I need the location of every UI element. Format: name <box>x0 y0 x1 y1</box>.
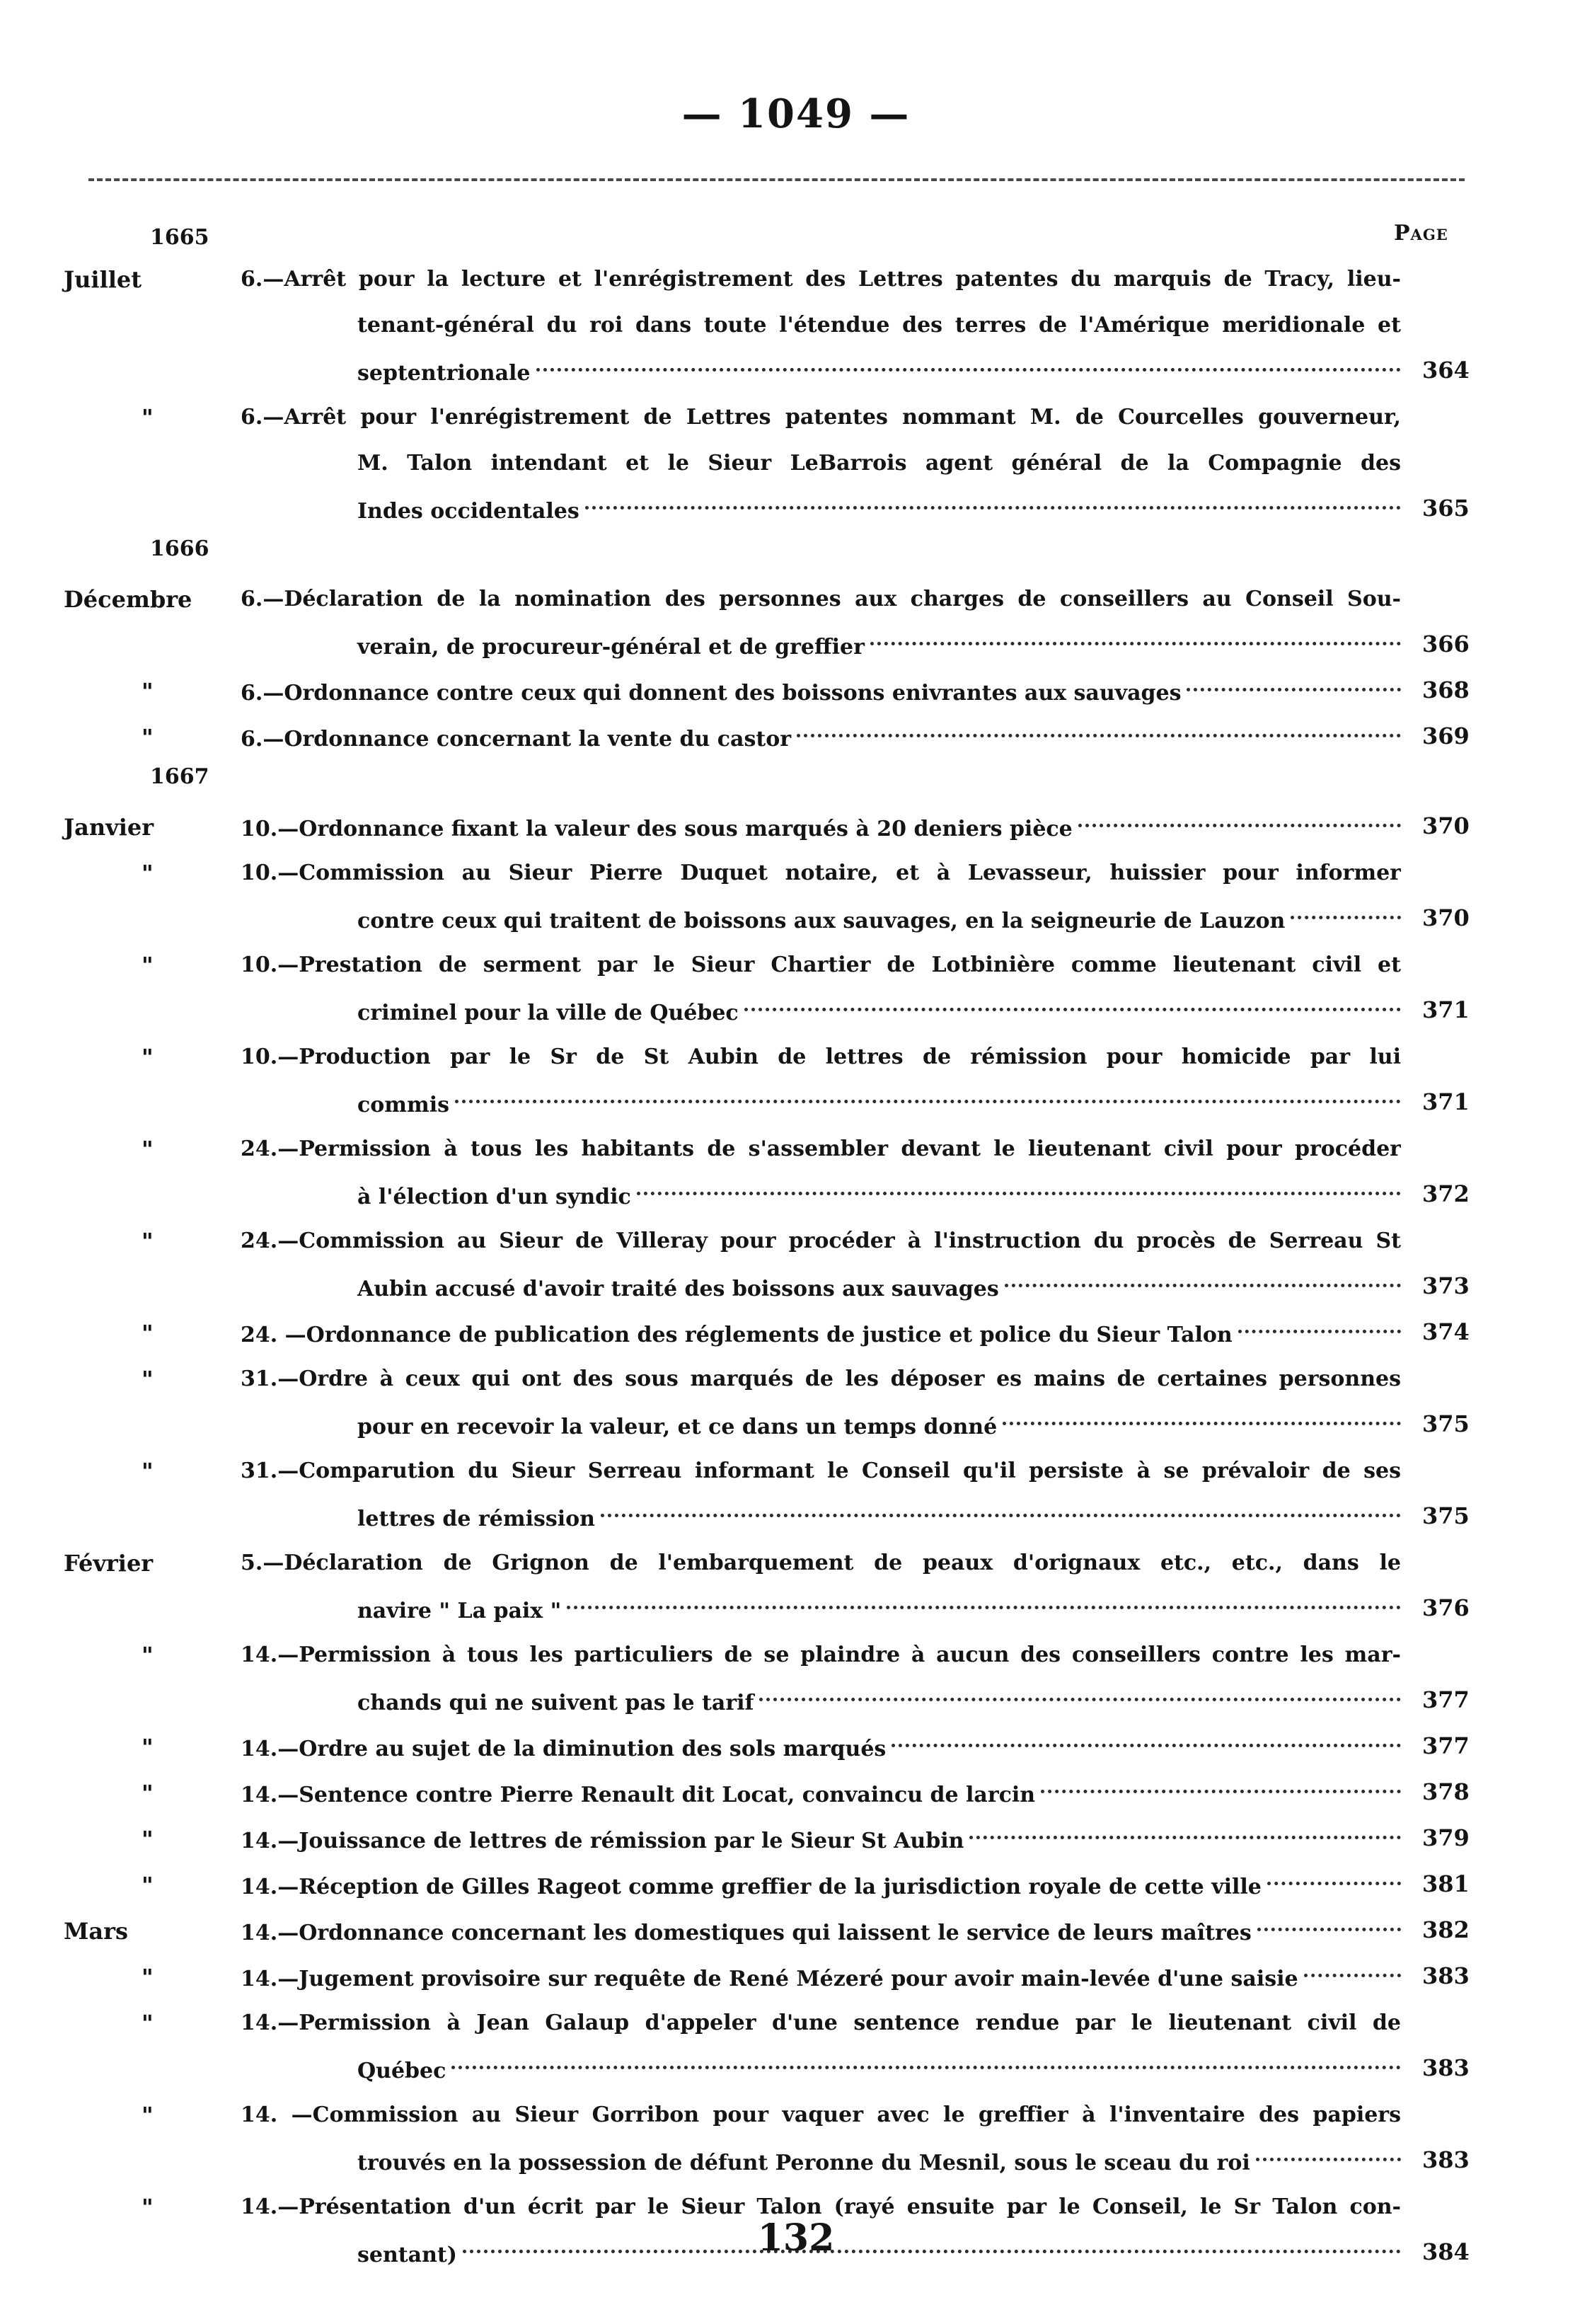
page-reference: 371 <box>1422 996 1470 1023</box>
dot-leader <box>1256 2138 1401 2161</box>
entry-text <box>241 2092 1401 2184</box>
entry-line-text: Production par le Sr de St Aubin de lettres de rémission pour homicide par lui <box>299 1045 1401 1069</box>
entry-text <box>241 1448 1401 1540</box>
entry-number: 31.— <box>241 1367 299 1391</box>
entry-text <box>241 1034 1401 1126</box>
entry-line-text: criminel pour la ville de Québec <box>357 1001 739 1025</box>
entry-line <box>241 1770 1401 1816</box>
entry-text <box>241 1770 1401 1816</box>
entry-line-text: tenant-général du roi dans toute l'étendue des terres de l'Amérique meridionale et <box>357 313 1401 338</box>
entry-text <box>241 1310 1401 1356</box>
dot-leader <box>1003 1402 1401 1425</box>
page-reference: 372 <box>1422 1180 1470 1207</box>
entry-number: 6.— <box>241 681 284 706</box>
index-entry <box>0 850 1592 942</box>
month-label: Mars <box>64 1918 129 1945</box>
page-reference: 377 <box>1422 1686 1470 1713</box>
entry-line <box>241 302 1401 348</box>
entry-line <box>241 1034 1401 1080</box>
entry-number: 6.— <box>241 267 284 292</box>
ditto-mark: " <box>142 1044 154 1071</box>
page-reference: 381 <box>1422 1870 1470 1897</box>
dot-leader <box>1267 1862 1401 1885</box>
entry-number: 10.— <box>241 861 299 885</box>
entry-line-text: Ordre au sujet de la diminution des sols marqués <box>299 1737 887 1761</box>
entry-line-text: navire " La paix " <box>357 1599 562 1623</box>
dot-leader <box>759 1678 1401 1701</box>
entry-line-text: lettres de rémission <box>357 1507 595 1531</box>
entry-text <box>241 714 1401 760</box>
index-entry <box>0 714 1592 760</box>
signature-mark: 132 <box>757 2216 835 2260</box>
entry-line-text: Prestation de serment par le Sieur Chartier de Lotbinière comme lieutenant civil et <box>299 953 1401 977</box>
index-entry <box>0 1310 1592 1356</box>
entry-line <box>241 2046 1401 2092</box>
page-number-header: — 1049 — <box>681 91 911 137</box>
entry-line <box>241 2138 1401 2184</box>
entry-text <box>241 1816 1401 1862</box>
entry-number: 10.— <box>241 1045 299 1069</box>
index-entry <box>0 1908 1592 1954</box>
entry-line-text: Jugement provisoire sur requête de René Mézeré pour avoir main-levée d'une saisie <box>299 1967 1298 1991</box>
ditto-mark: " <box>142 2010 154 2037</box>
entry-line-text: Arrêt pour l'enrégistrement de Lettres patentes nommant M. de Courcelles gouverneur, <box>284 405 1401 430</box>
page-reference: 374 <box>1422 1318 1470 1345</box>
entry-line-text: Permission à tous les particuliers de se plaindre à aucun des conseillers contre les mar- <box>299 1643 1401 1667</box>
entry-line <box>241 440 1401 486</box>
entry-text <box>241 2000 1401 2092</box>
entry-line-text: Réception de Gilles Rageot comme greffier de la jurisdiction royale de cette ville <box>299 1875 1262 1899</box>
entry-text <box>241 256 1401 394</box>
ditto-mark: " <box>142 860 154 887</box>
entry-number: 24.— <box>241 1137 299 1161</box>
dot-leader <box>455 1080 1401 1103</box>
entry-number: 14.— <box>241 1643 299 1667</box>
page-reference: 379 <box>1422 1824 1470 1851</box>
ditto-mark: " <box>142 1642 154 1669</box>
page-reference: 377 <box>1422 1732 1470 1759</box>
entry-line <box>241 942 1401 988</box>
ditto-mark: " <box>142 1366 154 1393</box>
entry-line-text: Ordonnance contre ceux qui donnent des boissons enivrantes aux sauvages <box>284 681 1182 706</box>
entry-text <box>241 1632 1401 1724</box>
entry-text <box>241 1862 1401 1908</box>
ditto-mark: " <box>142 1964 154 1991</box>
entry-line <box>241 1908 1401 1954</box>
entry-line-text: Arrêt pour la lecture et l'enrégistrement des Lettres patentes du marquis de Tracy, lieu- <box>284 267 1401 292</box>
entry-number: 14.— <box>241 2194 299 2219</box>
entry-line <box>241 850 1401 896</box>
entry-line-text: chands qui ne suivent pas le tarif <box>357 1691 754 1715</box>
dot-leader <box>870 622 1401 645</box>
ditto-mark: " <box>142 678 154 705</box>
ditto-mark: " <box>142 1826 154 1853</box>
index-entry <box>0 1632 1592 1724</box>
dot-leader <box>1005 1264 1401 1287</box>
entry-line-text: Sentence contre Pierre Renault dit Locat, convaincu de larcin <box>299 1783 1036 1807</box>
entry-number: 24.— <box>241 1229 299 1253</box>
entry-line <box>241 1724 1401 1770</box>
ditto-mark: " <box>142 2102 154 2129</box>
entry-line-text: Déclaration de la nomination des personnes aux charges de conseillers au Conseil Sou- <box>284 587 1401 611</box>
entry-line-text: Commission au Sieur Pierre Duquet notaire, et à Levasseur, huissier pour informer <box>299 861 1401 885</box>
index-entry <box>0 804 1592 850</box>
index-entry <box>0 1356 1592 1448</box>
entry-line <box>241 1494 1401 1540</box>
entry-text <box>241 668 1401 714</box>
dot-leader <box>969 1816 1401 1839</box>
entry-text <box>241 1908 1401 1954</box>
index-entry <box>0 1034 1592 1126</box>
entry-line <box>241 1586 1401 1632</box>
entry-line-text: Ordonnance concernant les domestiques qui laissent le service de leurs maîtres <box>299 1921 1252 1945</box>
entry-line <box>241 1678 1401 1724</box>
page-reference: 376 <box>1422 1594 1470 1621</box>
entry-line <box>241 1954 1401 2000</box>
entry-text <box>241 1954 1401 2000</box>
entry-line-text: Permission à Jean Galaup d'appeler d'une sentence rendue par le lieutenant civil de <box>299 2011 1401 2035</box>
entry-line-text: M. Talon intendant et le Sieur LeBarrois agent général de la Compagnie des <box>357 451 1401 476</box>
page-reference: 370 <box>1422 812 1470 839</box>
entry-line <box>241 896 1401 942</box>
ditto-mark: " <box>142 1136 154 1163</box>
entry-number: 14.— <box>241 1921 299 1945</box>
entry-number: 14.— <box>241 2011 299 2035</box>
entry-line <box>241 1540 1401 1586</box>
ditto-mark: " <box>142 1780 154 1807</box>
entry-number: 14.— <box>241 1783 299 1807</box>
page-reference: 382 <box>1422 1916 1470 1943</box>
entry-line <box>241 1862 1401 1908</box>
page-reference: 383 <box>1422 2146 1470 2173</box>
page-column-label: Page <box>1394 221 1448 246</box>
index-entry <box>0 2092 1592 2184</box>
page-reference: 375 <box>1422 1410 1470 1437</box>
entry-text <box>241 1126 1401 1218</box>
dot-leader <box>1041 1770 1401 1793</box>
index-entry <box>0 1540 1592 1632</box>
ditto-mark: " <box>142 404 154 431</box>
entry-line-text: Présentation d'un écrit par le Sieur Talon (rayé ensuite par le Conseil, le Sr Talon con- <box>299 2194 1401 2219</box>
index-entry <box>0 394 1592 532</box>
index-entry <box>0 576 1592 668</box>
page-reference: 373 <box>1422 1272 1470 1299</box>
entry-text <box>241 1218 1401 1310</box>
entry-number: 6.— <box>241 405 284 430</box>
ditto-mark: " <box>142 1872 154 1899</box>
index-entry <box>0 1770 1592 1816</box>
entry-text <box>241 394 1401 532</box>
entry-line <box>241 2092 1401 2138</box>
header-rule <box>88 178 1465 181</box>
entry-line-text: septentrionale <box>357 361 531 386</box>
entry-line <box>241 576 1401 622</box>
dot-leader <box>797 714 1401 737</box>
year-label: 1665 <box>150 225 209 250</box>
page-reference: 364 <box>1422 357 1470 384</box>
entry-line <box>241 668 1401 714</box>
entry-text <box>241 850 1401 942</box>
dot-leader <box>1304 1954 1401 1977</box>
entry-number: 14. — <box>241 2102 313 2127</box>
entry-line-text: Québec <box>357 2059 446 2083</box>
entry-number: 10.— <box>241 953 299 977</box>
entry-line-text: verain, de procureur-général et de greffier <box>357 635 865 660</box>
entry-line-text: trouvés en la possession de défunt Peronne du Mesnil, sous le sceau du roi <box>357 2151 1250 2175</box>
entry-number: 31.— <box>241 1459 299 1483</box>
month-label: Février <box>64 1550 154 1577</box>
entry-line <box>241 1448 1401 1494</box>
page-reference: 370 <box>1422 904 1470 931</box>
entry-line-text: Ordonnance fixant la valeur des sous marqués à 20 deniers pièce <box>299 817 1073 841</box>
month-label: Janvier <box>64 814 154 841</box>
dot-leader <box>1238 1310 1401 1333</box>
entry-line <box>241 622 1401 668</box>
entry-line <box>241 1310 1401 1356</box>
entry-number: 10.— <box>241 817 299 841</box>
dot-leader <box>451 2046 1401 2069</box>
entry-number: 14.— <box>241 1829 299 1853</box>
entry-line-text: à l'élection d'un syndic <box>357 1185 631 1209</box>
entry-line-text: pour en recevoir la valeur, et ce dans un temps donné <box>357 1415 998 1439</box>
entry-line <box>241 1264 1401 1310</box>
entry-text <box>241 1540 1401 1632</box>
entry-line-text: Déclaration de Grignon de l'embarquement de peaux d'orignaux etc., etc., dans le <box>284 1551 1401 1575</box>
dot-leader <box>601 1494 1401 1517</box>
entry-number: 14.— <box>241 1875 299 1899</box>
index-entry <box>0 942 1592 1034</box>
month-label: Juillet <box>64 266 142 293</box>
dot-leader <box>892 1724 1401 1747</box>
entry-line <box>241 486 1401 532</box>
entry-line <box>241 804 1401 850</box>
dot-leader <box>744 988 1401 1011</box>
ditto-mark: " <box>142 952 154 979</box>
index-entry <box>0 1816 1592 1862</box>
entry-text <box>241 942 1401 1034</box>
entry-line <box>241 1356 1401 1402</box>
entry-line-text: Comparution du Sieur Serreau informant le Conseil qu'il persiste à se prévaloir de ses <box>299 1459 1401 1483</box>
entry-line <box>241 1402 1401 1448</box>
page-reference: 378 <box>1422 1778 1470 1805</box>
index-entry <box>0 1724 1592 1770</box>
page-reference: 371 <box>1422 1088 1470 1115</box>
entry-line-text: Aubin accusé d'avoir traité des boissons aux sauvages <box>357 1277 999 1301</box>
page-reference: 383 <box>1422 1962 1470 1989</box>
entry-text <box>241 1724 1401 1770</box>
entry-line <box>241 394 1401 440</box>
page-reference: 368 <box>1422 677 1470 703</box>
entry-line <box>241 2000 1401 2046</box>
entry-number: 14.— <box>241 1737 299 1761</box>
index-entry <box>0 668 1592 714</box>
page-reference: 365 <box>1422 495 1470 522</box>
entry-line <box>241 1218 1401 1264</box>
dot-leader <box>585 486 1401 510</box>
index-entry <box>0 1448 1592 1540</box>
dot-leader <box>637 1172 1401 1195</box>
index-entry <box>0 1954 1592 2000</box>
entry-line-text: Commission au Sieur Gorribon pour vaquer avec le greffier à l'inventaire des papiers <box>312 2102 1401 2127</box>
month-label: Décembre <box>64 586 192 613</box>
page-reference: 375 <box>1422 1502 1470 1529</box>
dot-leader <box>1291 896 1401 919</box>
entry-line-text: Ordonnance concernant la vente du castor <box>284 727 792 752</box>
page-reference: 383 <box>1422 2054 1470 2081</box>
entry-line <box>241 256 1401 302</box>
entry-line-text: Permission à tous les habitants de s'assembler devant le lieutenant civil pour procéder <box>299 1137 1401 1161</box>
entry-line <box>241 1172 1401 1218</box>
entry-line-text: Indes occidentales <box>357 499 579 524</box>
entry-line <box>241 1816 1401 1862</box>
entry-line-text: commis <box>357 1093 450 1117</box>
page-reference: 366 <box>1422 631 1470 657</box>
entry-line-text: sentant) <box>357 2243 457 2267</box>
year-label: 1666 <box>150 536 209 561</box>
ditto-mark: " <box>142 1458 154 1485</box>
entry-number: 14.— <box>241 1967 299 1991</box>
dot-leader <box>1257 1908 1401 1931</box>
ditto-mark: " <box>142 1734 154 1761</box>
entry-line-text: Jouissance de lettres de rémission par le Sieur St Aubin <box>299 1829 964 1853</box>
dot-leader <box>536 348 1401 372</box>
index-entry <box>0 256 1592 394</box>
entry-text <box>241 804 1401 850</box>
year-label: 1667 <box>150 764 209 789</box>
entry-number: 6.— <box>241 727 284 752</box>
entry-line-text: contre ceux qui traitent de boissons aux sauvages, en la seigneurie de Lauzon <box>357 909 1286 933</box>
entry-number: 6.— <box>241 587 284 611</box>
ditto-mark: " <box>142 1320 154 1347</box>
page-reference: 369 <box>1422 723 1470 749</box>
entry-line <box>241 1080 1401 1126</box>
dot-leader <box>1078 804 1401 827</box>
entry-line <box>241 1632 1401 1678</box>
entry-number: 24. — <box>241 1323 306 1347</box>
entry-line <box>241 1126 1401 1172</box>
page-reference: 384 <box>1422 2238 1470 2265</box>
entry-text <box>241 1356 1401 1448</box>
entry-line <box>241 348 1401 394</box>
index-entry <box>0 1862 1592 1908</box>
index-entry <box>0 1218 1592 1310</box>
entry-line <box>241 988 1401 1034</box>
dot-leader <box>1187 668 1401 691</box>
entry-line <box>241 714 1401 760</box>
ditto-mark: " <box>142 724 154 751</box>
entry-line-text: Ordre à ceux qui ont des sous marqués de les déposer es mains de certaines personnes <box>299 1367 1401 1391</box>
entry-line-text: Ordonnance de publication des réglements de justice et police du Sieur Talon <box>306 1323 1233 1347</box>
index-entry <box>0 1126 1592 1218</box>
dot-leader <box>567 1586 1401 1609</box>
entry-text <box>241 576 1401 668</box>
index-entry <box>0 2000 1592 2092</box>
entry-number: 5.— <box>241 1551 284 1575</box>
ditto-mark: " <box>142 1228 154 1255</box>
entry-line-text: Commission au Sieur de Villeray pour procéder à l'instruction du procès de Serreau St <box>299 1229 1401 1253</box>
ditto-mark: " <box>142 2194 154 2221</box>
